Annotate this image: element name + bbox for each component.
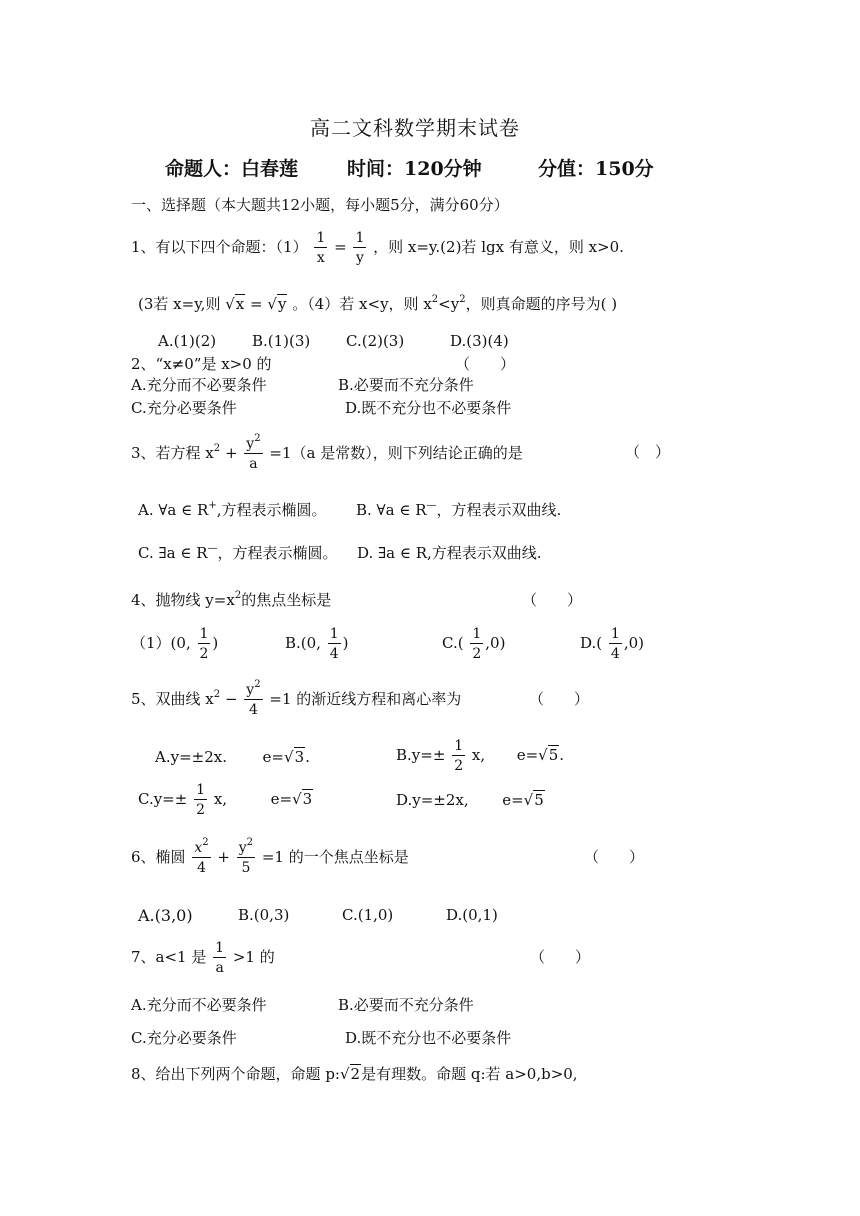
fraction-x2-over-4: $\frac{x^2}{4}$ [194, 837, 209, 877]
sqrt-3-symbol: √3 [284, 748, 305, 766]
q1-line2-b: 。（4）若 x<y，则 x [292, 295, 432, 313]
question-5: 5、双曲线 $x^2$ − $\frac{y^2}{4}$ =1 的渐近线方程和离心率为 [131, 679, 462, 719]
q4-answer-paren: （ ） [522, 591, 583, 609]
fraction-1-over-4: $\frac{1}{4}$ [610, 626, 620, 663]
q4-option-d: D.( $\frac{1}{4}$ ,0) [580, 626, 644, 663]
question-3 [131, 433, 523, 473]
q7-answer-paren: （ ） [530, 948, 591, 966]
q7-option-b: B.必要而不充分条件 [338, 996, 474, 1014]
superscript-2: 2 [213, 443, 221, 455]
q2-option-a: A.充分而不必要条件 [131, 376, 267, 394]
q2-answer-paren: （ ） [455, 355, 516, 373]
fraction-1-over-a: $\frac{1}{a}$ [215, 940, 225, 977]
sqrt-x-symbol: √x [225, 295, 245, 313]
q2-option-d: D.既不充分也不必要条件 [345, 399, 512, 417]
question-7: 7、a<1 是 $\frac{1}{a}$ >1 的 [131, 940, 275, 977]
q3-stem-b: =1（a 是常数），则下列结论正确的是 [269, 444, 523, 463]
q2-option-c: C.充分必要条件 [131, 399, 237, 417]
q3-answer-paren: （ ） [625, 443, 671, 461]
sqrt-2-symbol: √2 [339, 1065, 361, 1083]
q1-option-b: B.(1)(3) [252, 332, 311, 350]
q6-option-d: D.(0,1) [446, 906, 498, 924]
fraction-1-over-4: $\frac{1}{4}$ [329, 626, 339, 663]
q5-option-a: A.y=±2x. e=√3. [155, 748, 310, 766]
q4-option-b: B.(0, $\frac{1}{4}$ ) [285, 626, 349, 663]
q7-option-c: C.充分必要条件 [131, 1029, 237, 1047]
exam-time: 时间：120分钟 [347, 158, 482, 180]
page-title: 高二文科数学期末试卷 [310, 116, 520, 140]
q2-option-b: B.必要而不充分条件 [338, 376, 474, 394]
q1-line2-d: ，则真命题的序号为( ) [465, 295, 618, 313]
fraction-1-over-2: $\frac{1}{2}$ [199, 626, 209, 663]
fraction-y2-over-a: $\frac{y^2}{a}$ [246, 433, 261, 473]
question-2: 2、“x≠0”是 x>0 的 [131, 355, 272, 373]
sqrt-5-symbol: √5 [523, 791, 544, 809]
fraction-1-over-2: $\frac{1}{2}$ [454, 738, 464, 775]
equals-sign: = [334, 238, 347, 257]
q3-option-a: A. ∀a ∈ R+,方程表示椭圆。 [138, 500, 327, 519]
question-6: 6、椭圆 $\frac{x^2}{4}$ + $\frac{y^2}{5}$ =1 的一个焦点坐标是 [131, 837, 409, 877]
q6-option-c: C.(1,0) [342, 906, 394, 924]
q3-stem-a: 3、若方程 x [131, 444, 214, 463]
q1-line2-c: <y [438, 295, 460, 313]
sqrt-5-symbol: √5 [538, 746, 559, 765]
q5-answer-paren: （ ） [529, 690, 590, 708]
sqrt-y-symbol: √y [267, 295, 287, 313]
q7-option-a: A.充分而不必要条件 [131, 996, 267, 1014]
section-heading: 一、选择题（本大题共12小题，每小题5分，满分60分） [131, 196, 509, 214]
fraction-y2-over-5: $\frac{y^2}{5}$ [238, 837, 254, 877]
q7-option-d: D.既不充分也不必要条件 [345, 1029, 512, 1047]
q4-option-a: （1）(0, $\frac{1}{2}$ ) [131, 626, 219, 663]
q5-option-b: B.y=± $\frac{1}{2}$ x, e=√5. [396, 738, 565, 775]
sqrt-3-symbol: √3 [292, 790, 313, 809]
equals-sign: = [250, 295, 263, 313]
q3-option-d: D. ∃a ∈ R,方程表示双曲线. [357, 544, 542, 562]
q1-line2-a: (3若 x=y,则 [138, 295, 221, 313]
q1-option-c: C.(2)(3) [346, 332, 405, 350]
superscript-2: 2 [431, 294, 439, 305]
question-1-line-2 [138, 294, 618, 313]
question-8: 8、给出下列两个命题，命题 p:√2是有理数。命题 q:若 a>0,b>0, [131, 1065, 578, 1083]
fraction-1-over-2: $\frac{1}{2}$ [196, 782, 206, 819]
q1-option-a: A.(1)(2) [158, 332, 217, 350]
q4-option-c: C.( $\frac{1}{2}$ ,0) [442, 626, 506, 663]
q6-option-a: A.(3,0) [138, 906, 193, 925]
q6-option-b: B.(0,3) [238, 906, 290, 924]
exam-score: 分值：150分 [538, 158, 654, 180]
question-4: 4、抛物线 $y=x^2$的焦点坐标是 [131, 590, 332, 609]
superscript-2: 2 [459, 294, 466, 305]
fraction-1-over-2: $\frac{1}{2}$ [472, 626, 482, 663]
q5-option-d: D.y=±2x, e=√5 [396, 791, 544, 809]
q3-option-c: C. ∃a ∈ R—，方程表示椭圆。 [138, 543, 338, 562]
q1-option-d: D.(3)(4) [450, 332, 509, 350]
q6-answer-paren: （ ） [584, 848, 645, 866]
fraction-1-over-x: $\frac{1}{x}$ [316, 230, 326, 267]
plus-sign: + [224, 444, 238, 463]
q1-stem-a: 1、有以下四个命题：（1） [131, 238, 308, 257]
fraction-y2-over-4: $\frac{y^2}{4}$ [246, 679, 261, 719]
q1-stem-b: ，则 x=y.(2)若 lgx 有意义，则 x>0. [373, 238, 624, 257]
q5-option-c: C.y=± $\frac{1}{2}$ x, e=√3 [138, 782, 313, 819]
question-1 [131, 230, 624, 266]
exam-author: 命题人：白春莲 [165, 158, 299, 180]
fraction-1-over-y: $\frac{1}{y}$ [355, 230, 365, 267]
q3-option-b: B. ∀a ∈ R—，方程表示双曲线. [356, 500, 562, 519]
